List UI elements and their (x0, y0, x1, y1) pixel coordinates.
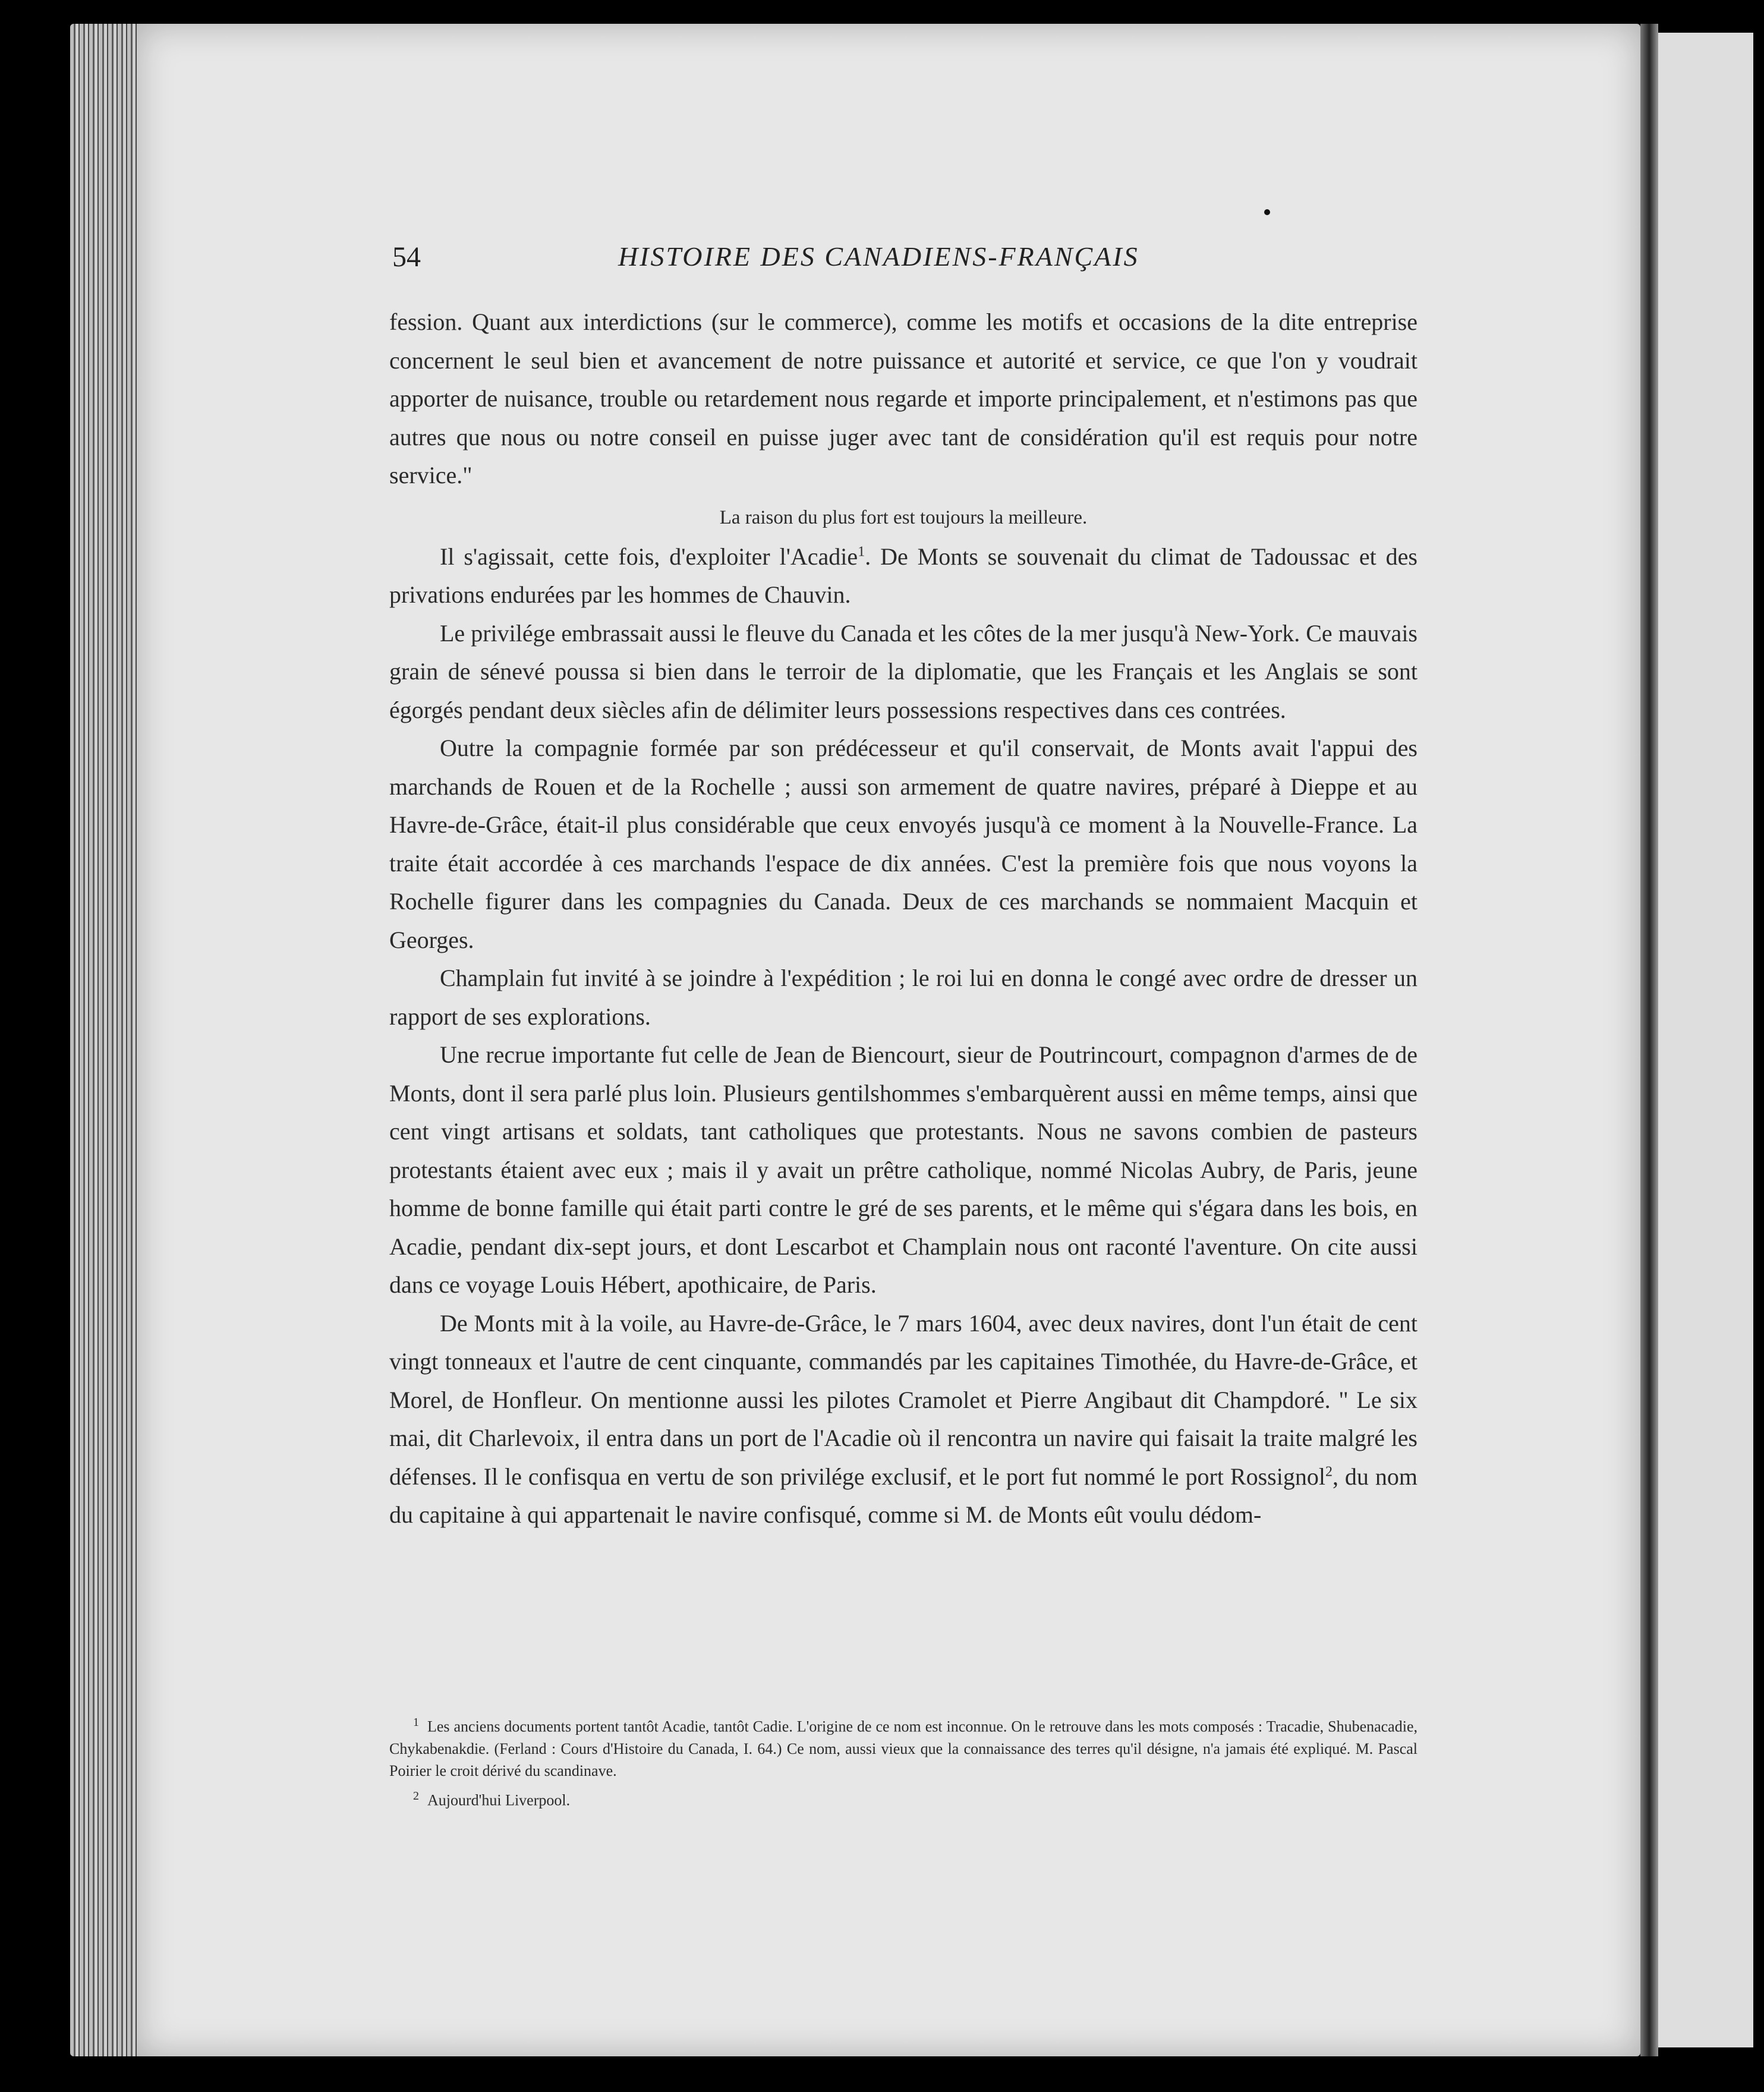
paragraph (389, 538, 1418, 615)
paragraph: Outre la compagnie formée par son prédécesseur et qu'il conservait, de Monts avait l'appui des marchands de Rouen et de la Rochelle ; aussi son armement de quatre navires, préparé à Dieppe et au Havre-de-Grâce, était-il plus considérable que ceux envoyés jusqu'à ce moment à la Nouvelle-France. La traite était accordée à ces marchands l'espace de dix années. C'est la première fois que nous voyons la Rochelle figurer dans les compagnies du Canada. Deux de ces marchands se nommaient Macquin et Georges. (389, 735, 1418, 953)
footnote (389, 1712, 1418, 1782)
footnote-number: 2 (413, 1789, 419, 1803)
paragraph: Une recrue importante fut celle de Jean de Biencourt, sieur de Poutrincourt, compagnon d'armes de de Monts, dont il sera parlé plus loin. Plusieurs gentilshommes s'embarquèrent aussi en même temps, ainsi que cent vingt artisans et soldats, tant catholiques que protestants. Nous ne savons combien de pasteurs protestants étaient avec eux ; mais il y avait un prêtre catholique, nommé Nicolas Aubry, de Paris, jeune homme de bonne famille qui était parti contre le gré de ses parents, et le même qui s'égara dans les bois, en Acadie, pendant dix-sept jours, et dont Lescarbot et Champlain nous ont raconté l'aventure. On cite aussi dans ce voyage Louis Hébert, apothicaire, de Paris. (389, 1041, 1418, 1298)
ink-speck (1264, 209, 1270, 215)
paragraph (389, 1305, 1418, 1535)
footnotes (389, 1712, 1418, 1811)
paragraph: Champlain fut invité à se joindre à l'expédition ; le roi lui en donna le congé avec ordre de dresser un rapport de ses explorations. (389, 965, 1418, 1030)
quotation: La raison du plus fort est toujours la meilleure. (719, 506, 1088, 528)
paragraph-text: , du nom du capitaine à qui appartenait le navire confisqué, comme si M. de Monts eût voulu dédom- (389, 1463, 1418, 1528)
footnote-text: Aujourd'hui Liverpool. (427, 1791, 571, 1809)
paragraph: fession. Quant aux interdictions (sur le commerce), comme les motifs et occasions de la dite entreprise concernent le seul bien et avancement de notre puissance et autorité et service, ce que l'on y voudrait apporter de nuisance, trouble ou retardement nous regarde et importe principalement, et n'estimons pas que autres que nous ou notre conseil en puisse juger avec tant de considération qu'il est requis pour notre service." (389, 308, 1418, 489)
footnote-number: 1 (413, 1716, 419, 1729)
paragraph-text: Il s'agissait, cette fois, d'exploiter l'Acadie (440, 543, 858, 570)
paragraph-text: De Monts mit à la voile, au Havre-de-Grâce, le 7 mars 1604, avec deux navires, dont l'un était de cent vingt tonneaux et l'autre de cent cinquante, commandés par les capitaines Timothée, du Havre-de-Grâce, et Morel, de Honfleur. On mentionne aussi les pilotes Cramolet et Pierre Angibaut dit Champdoré. " Le six mai, dit Charlevoix, il entra dans un port de l'Acadie où il rencontra un navire qui faisait la traite malgré les défenses. Il le confisqua en vertu de son privilége exclusif, et le port fut nommé le port Rossignol (389, 1309, 1418, 1490)
footnote-reference: 2 (1325, 1464, 1333, 1480)
running-title: HISTOIRE DES CANADIENS-FRANÇAIS (618, 241, 1139, 272)
footnote-text: Les anciens documents portent tantôt Acadie, tantôt Cadie. L'origine de ce nom est inconnue. On le retrouve dans les mots composés : Tracadie, Shubenacadie, Chykabenakdie. (Ferland : Cours d'Histoire du Canada, I. 64.) Ce nom, aussi vieux que la connaissance des terres qu'il désigne, n'a jamais été expliqué. M. Pascal Poirier le croit dérivé du scandinave. (389, 1718, 1418, 1779)
footnote-reference: 1 (858, 544, 865, 560)
page-header (392, 241, 1415, 282)
book-gutter (1640, 24, 1658, 2056)
page-number: 54 (392, 241, 421, 273)
body-text (389, 303, 1418, 1535)
paragraph: Le privilége embrassait aussi le fleuve du Canada et les côtes de la mer jusqu'à New-York. Ce mauvais grain de sénevé poussa si bien dans le terroir de la diplomatie, que les Français et les Anglais se sont égorgés pendant deux siècles afin de délimiter leurs possessions respectives dans ces contrées. (389, 619, 1418, 723)
paragraph-text: . De Monts se souvenait du climat de Tadoussac et des privations endurées par les hommes de Chauvin. (389, 543, 1418, 608)
footnote (389, 1785, 1418, 1811)
facing-page (1658, 33, 1753, 2047)
